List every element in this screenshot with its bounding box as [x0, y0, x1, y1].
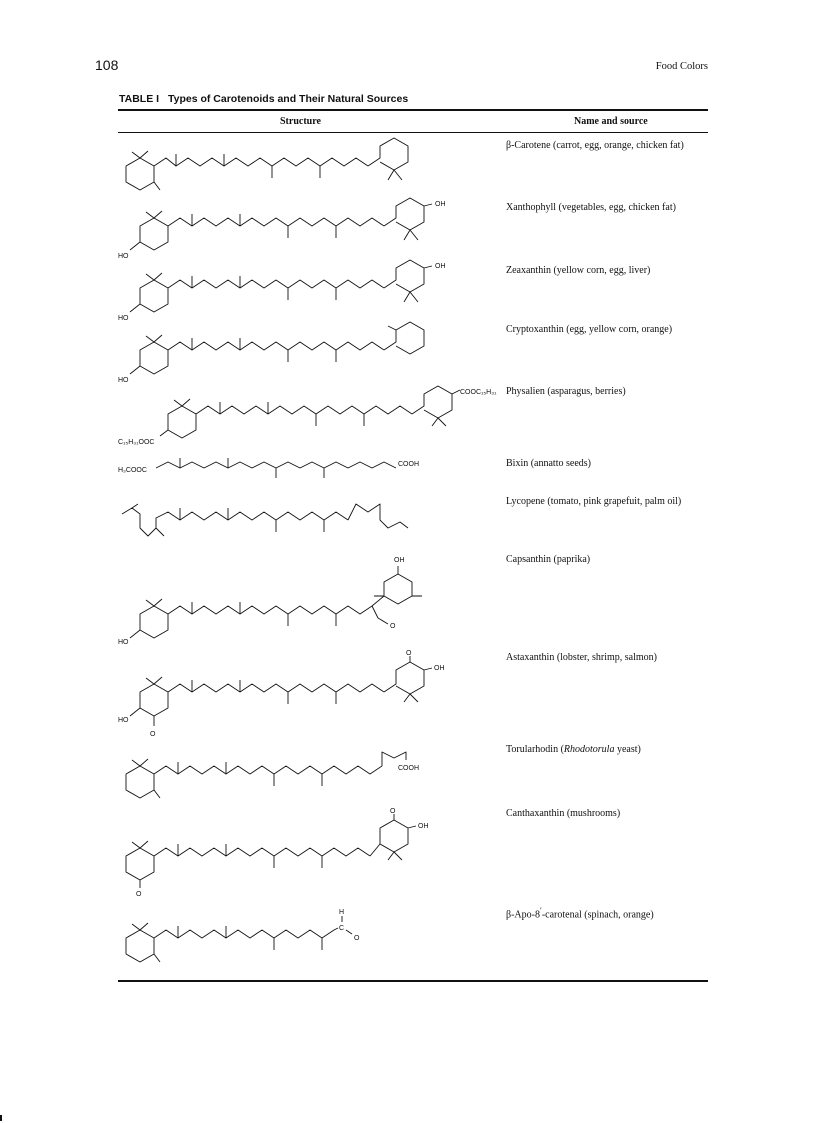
table-row: [118, 198, 708, 260]
name-prime: ′: [539, 906, 542, 915]
row-name-source: Physalien (asparagus, berries): [506, 386, 626, 397]
label-OH: OH: [394, 557, 405, 564]
label-OH: OH: [434, 665, 445, 672]
label-O: O: [390, 623, 396, 630]
row-name-source: Lycopene (tomato, pink grapefuit, palm oil): [506, 496, 682, 507]
cryptoxanthin-structure: [118, 322, 498, 384]
row-name-source: [506, 906, 654, 920]
label-O-left: O: [136, 891, 142, 898]
label-COOH: COOH: [398, 461, 419, 468]
name-text: -carotenal (spinach, orange): [541, 909, 654, 921]
table-row: [118, 492, 708, 548]
canthaxanthin-structure: [118, 804, 498, 896]
lycopene-structure: [118, 492, 498, 548]
xanthophyll-structure: [118, 198, 498, 260]
table-row: [118, 384, 708, 448]
row-name-source: Xanthophyll (vegetables, egg, chicken fat): [506, 202, 676, 213]
table-caption: [119, 93, 408, 105]
beta-apo-carotenal-structure: [118, 900, 498, 970]
table-row: [118, 552, 708, 648]
astaxanthin-structure: [118, 648, 498, 740]
header-rule: [118, 132, 708, 133]
label-HO: HO: [118, 717, 129, 724]
label-ester-left: C₁₅H₃₁OOC: [118, 439, 155, 446]
label-methyl-ester: H₃COOC: [118, 467, 147, 474]
table-bottom-rule: [118, 980, 708, 982]
label-HO: HO: [118, 639, 129, 646]
zeaxanthin-structure: [118, 260, 498, 322]
page-corner-mark: [0, 1115, 2, 1121]
label-O: O: [354, 935, 360, 942]
page-number: 108: [95, 57, 119, 73]
label-O-left: O: [150, 731, 156, 738]
label-OH: OH: [418, 823, 429, 830]
row-name-source: Capsanthin (paprika): [506, 554, 591, 565]
row-name-source: Zeaxanthin (yellow corn, egg, liver): [506, 265, 651, 276]
table-row: [118, 450, 708, 482]
column-header-structure: Structure: [280, 116, 321, 127]
label-COOH: COOH: [398, 765, 419, 772]
name-text: Torularhodin (: [506, 744, 564, 755]
label-OH: OH: [435, 201, 446, 208]
label-HO: HO: [118, 377, 129, 384]
label-OH: OH: [435, 263, 446, 270]
label-O-right: O: [390, 808, 396, 815]
table-row: [118, 260, 708, 322]
table-row: [118, 742, 708, 804]
label-HO: HO: [118, 253, 129, 260]
table-title: Types of Carotenoids and Their Natural Sources: [167, 93, 409, 105]
row-name-source: Cryptoxanthin (egg, yellow corn, orange): [506, 324, 673, 335]
row-name-source: Astaxanthin (lobster, shrimp, salmon): [506, 652, 657, 663]
table-row: [118, 900, 708, 970]
row-name-source: Canthaxanthin (mushrooms): [506, 808, 621, 819]
beta-carotene-structure: [118, 138, 498, 198]
table-row: [118, 648, 708, 740]
capsanthin-structure: [118, 552, 498, 648]
torularhodin-structure: [118, 742, 498, 804]
column-header-name-source: Name and source: [574, 116, 648, 127]
label-HO: HO: [118, 315, 129, 322]
row-name-source: [506, 744, 641, 755]
name-text: β-Apo-8: [506, 909, 540, 921]
physalien-structure: [118, 384, 498, 448]
running-head: Food Colors: [655, 61, 708, 72]
label-H: H: [339, 909, 345, 916]
name-text: yeast): [614, 744, 641, 755]
label-ester-right: COOC₁₅H₃₁: [460, 389, 497, 396]
row-name-source: Bixin (annatto seeds): [506, 458, 591, 469]
table-label: TABLE I: [119, 93, 160, 105]
table-row: [118, 138, 708, 198]
table-top-rule: [118, 109, 708, 111]
name-italic-genus: Rhodotorula: [563, 744, 615, 755]
label-C: C: [339, 925, 345, 932]
label-O-right: O: [406, 650, 412, 657]
table-row: [118, 804, 708, 896]
bixin-structure: [118, 450, 498, 482]
row-name-source: β-Carotene (carrot, egg, orange, chicken fat): [506, 140, 684, 151]
table-row: [118, 322, 708, 384]
